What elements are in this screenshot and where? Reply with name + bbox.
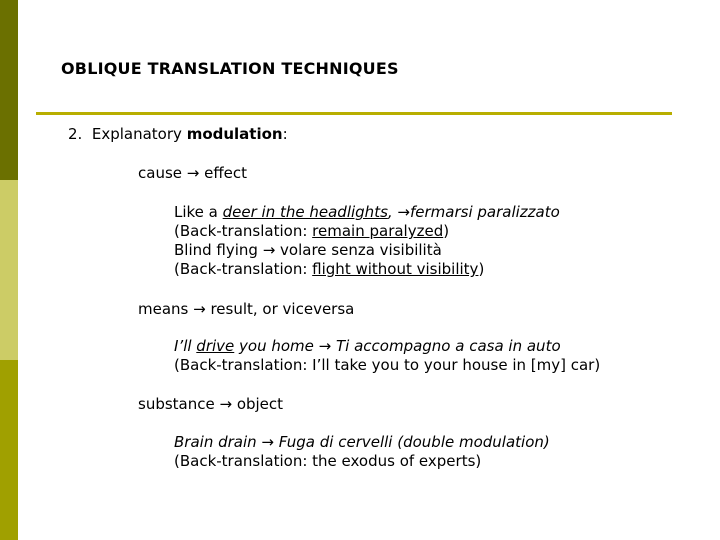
section-heading-substance-object: substance → object [138,395,284,413]
left-bar-middle [0,180,18,360]
example-line: Blind flying → volare senza visibilità [174,241,442,259]
example-line: Brain drain → Fuga di cervelli (double modulation) [174,433,550,451]
item-term: modulation [186,125,283,143]
example-text: (Back-translation: [174,222,313,240]
example-text: ) [478,260,485,278]
example-phrase: flight without visibility [312,260,479,278]
example-text: (Back-translation: [174,260,313,278]
list-item-2 [68,125,288,144]
section-heading-means-result: means → result, or viceversa [138,300,355,318]
title-rule [36,112,672,115]
example-phrase: remain paralyzed [312,222,444,240]
left-bar-top [0,0,18,180]
slide-title: OBLIQUE TRANSLATION TECHNIQUES [61,59,399,78]
section-heading-cause-effect: cause → effect [138,164,248,182]
back-translation-line: (Back-translation: the exodus of experts) [174,452,482,470]
example-text: I’ll [174,337,197,355]
back-translation-line [174,222,449,241]
example-line [174,337,561,356]
example-text: you home → Ti accompagno a casa in auto [234,337,561,355]
item-text: Explanatory [91,125,182,143]
example-line [174,203,560,222]
item-number: 2. [68,125,83,143]
left-bar-bottom [0,360,18,540]
example-phrase: drive [196,337,235,355]
item-suffix: : [282,125,288,143]
example-text: Like a [174,203,223,221]
example-text: ) [443,222,450,240]
example-phrase: deer in the headlights [222,203,388,221]
back-translation-line [174,260,484,279]
example-text: , →fermarsi paralizzato [387,203,560,221]
back-translation-line: (Back-translation: I’ll take you to your house in [my] car) [174,356,601,374]
